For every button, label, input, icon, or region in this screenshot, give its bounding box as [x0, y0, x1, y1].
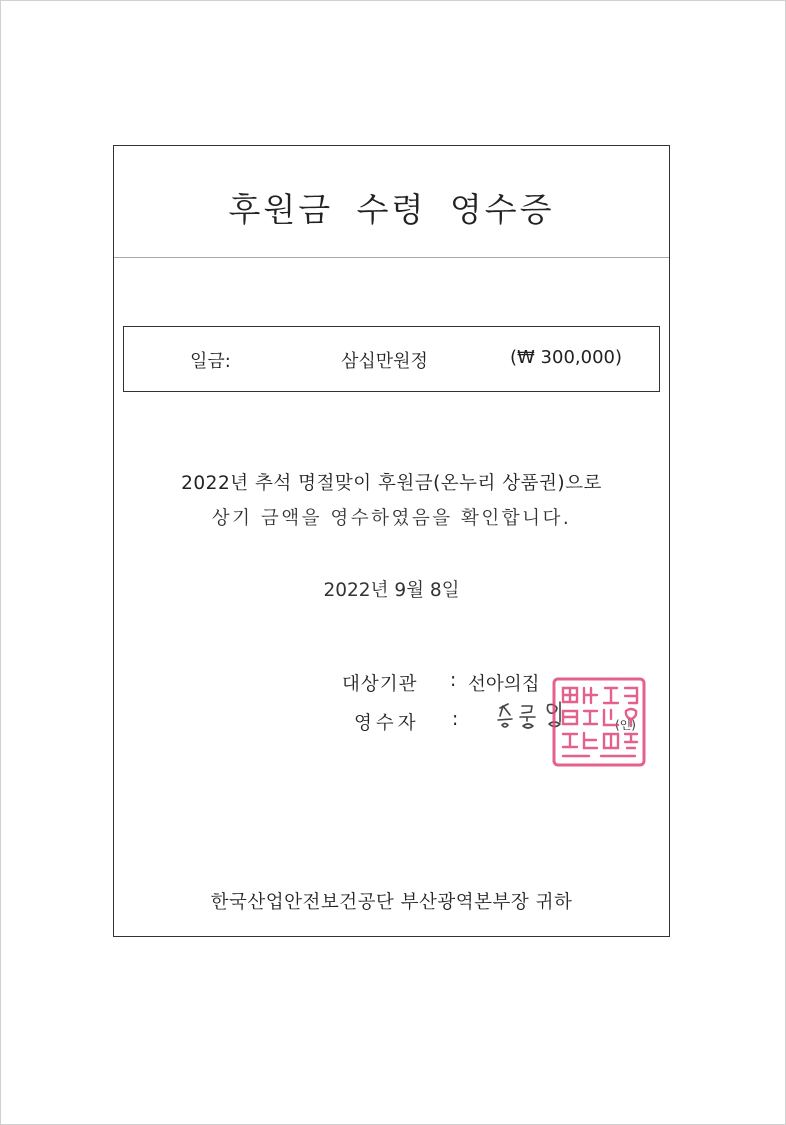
seal-mark: (인): [615, 718, 636, 732]
statement: [114, 466, 669, 536]
receiver-label: 영수자: [354, 713, 420, 734]
receipt-date: 2022년 9월 8일: [323, 580, 460, 601]
recipient-org-colon: :: [450, 670, 457, 691]
official-seal: [551, 676, 647, 768]
receipt-frame: [113, 145, 670, 937]
addressee: 한국산업안전보건공단 부산광역본부장 귀하: [210, 892, 573, 913]
amount-in-words: 삼십만원정: [341, 351, 428, 372]
statement-line-1: 2022년 추석 명절맞이 후원금(온누리 상품권)으로: [181, 473, 602, 494]
receiver-colon: :: [452, 709, 459, 730]
amount-in-figures: (₩ 300,000): [510, 347, 622, 368]
recipient-org-label: 대상기관: [342, 674, 418, 695]
amount-box: [123, 326, 660, 392]
amount-label: 일금:: [190, 351, 231, 372]
recipient-org-name: 선아의집: [468, 674, 540, 695]
statement-line-2: 상기 금액을 영수하였음을 확인합니다.: [211, 508, 572, 529]
receipt-title: 후원금 수령 영수증: [228, 190, 555, 229]
title-divider: [114, 257, 669, 258]
